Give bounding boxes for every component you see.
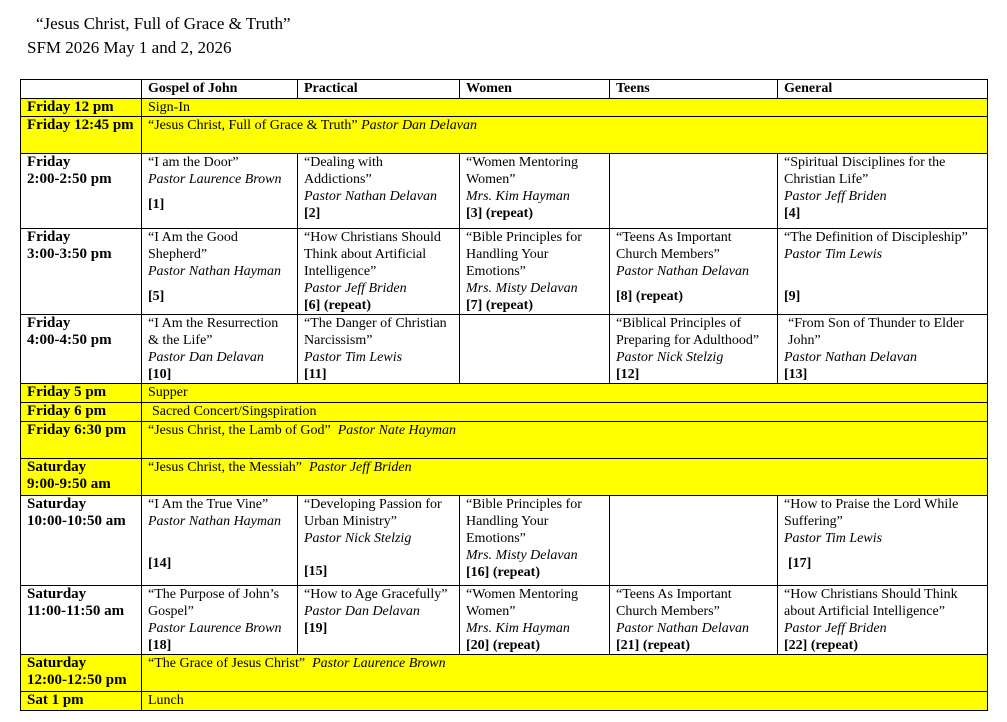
session-title: “I am the Door” (148, 155, 239, 170)
session-title: “Women Mentoring Women” (466, 587, 579, 619)
table-row (21, 422, 988, 459)
session-cell (142, 229, 298, 315)
session-cell (778, 496, 988, 586)
time-cell (21, 459, 142, 496)
session-speaker: Mrs. Misty Delavan (466, 548, 578, 563)
time-cell (21, 229, 142, 315)
session-cell (610, 586, 778, 655)
empty-cell (460, 315, 610, 384)
plenary-cell (142, 459, 988, 496)
session-title: “From Son of Thunder to Elder John” (788, 316, 964, 348)
session-number: [18] (148, 638, 172, 653)
session-title: Lunch (148, 693, 184, 708)
table-row (21, 99, 988, 117)
schedule-table (20, 79, 988, 711)
session-title: “Women Mentoring Women” (466, 155, 579, 187)
session-cell (142, 315, 298, 384)
time-range: 2:00-2:50 pm (27, 171, 112, 187)
session-title: “Biblical Principles of Preparing for Adulthood” (616, 316, 760, 348)
column-header-general: General (778, 80, 988, 99)
session-title: “Jesus Christ, the Lamb of God” (148, 423, 331, 438)
table-row (21, 459, 988, 496)
session-speaker: Pastor Nathan Delavan (616, 264, 749, 279)
time-cell (21, 154, 142, 229)
session-number: [20] (repeat) (466, 638, 540, 653)
plenary-cell (142, 99, 988, 117)
session-speaker: Pastor Jeff Briden (304, 281, 407, 296)
time-day: Saturday (27, 586, 87, 602)
session-title: “Developing Passion for Urban Ministry” (304, 497, 442, 529)
session-cell (142, 496, 298, 586)
session-number: [16] (repeat) (466, 565, 540, 580)
session-cell (460, 154, 610, 229)
time-cell (21, 496, 142, 586)
session-speaker: Pastor Tim Lewis (304, 350, 403, 365)
session-title: “I Am the Good Shepherd” (148, 230, 238, 262)
session-number: [21] (repeat) (616, 638, 690, 653)
session-title: “The Purpose of John’s Gospel” (148, 587, 280, 619)
time-range: 10:00-10:50 am (27, 513, 126, 529)
session-title: “The Definition of Discipleship” (784, 230, 968, 245)
time-column-header (21, 80, 142, 99)
time-day: Saturday (27, 655, 87, 671)
table-row (21, 655, 988, 692)
session-title: “Teens As Important Church Members” (616, 587, 732, 619)
session-number: [10] (148, 367, 172, 382)
plenary-cell (142, 692, 988, 711)
session-cell (298, 315, 460, 384)
session-speaker: Pastor Nathan Hayman (148, 264, 281, 279)
session-title: Supper (148, 385, 188, 400)
session-title: “The Grace of Jesus Christ” (148, 656, 306, 671)
session-cell (778, 229, 988, 315)
session-number: [14] (148, 556, 172, 571)
time-day: Saturday (27, 459, 87, 475)
time-range: 4:00-4:50 pm (27, 332, 112, 348)
session-speaker: Pastor Jeff Briden (784, 621, 887, 636)
session-speaker: Pastor Dan Delavan (361, 118, 477, 133)
session-number: [6] (repeat) (304, 298, 371, 313)
time-range: 12:00-12:50 pm (27, 672, 127, 688)
session-title: “Spiritual Disciplines for the Christian Life” (784, 155, 946, 187)
time-cell: Sat 1 pm (21, 692, 142, 711)
time-cell (21, 655, 142, 692)
session-speaker: Mrs. Kim Hayman (466, 621, 570, 636)
session-speaker: Pastor Nathan Delavan (616, 621, 749, 636)
column-header-women: Women (460, 80, 610, 99)
time-range: 11:00-11:50 am (27, 603, 125, 619)
session-speaker: Pastor Laurence Brown (312, 656, 446, 671)
plenary-cell (142, 655, 988, 692)
session-number: [1] (148, 197, 165, 212)
session-speaker: Mrs. Kim Hayman (466, 189, 570, 204)
time-range: 9:00-9:50 am (27, 476, 111, 492)
session-cell (460, 586, 610, 655)
session-title: Sign-In (148, 100, 190, 115)
session-title: “The Danger of Christian Narcissism” (304, 316, 447, 348)
session-title: “How Christians Should Think about Artificial Intelligence” (784, 587, 958, 619)
empty-cell (610, 496, 778, 586)
session-speaker: Pastor Tim Lewis (784, 247, 883, 262)
plenary-cell (142, 384, 988, 403)
empty-cell (610, 154, 778, 229)
session-speaker: Pastor Nathan Hayman (148, 514, 281, 529)
time-range: 3:00-3:50 pm (27, 246, 112, 262)
table-row (21, 315, 988, 384)
session-cell (460, 496, 610, 586)
session-cell (298, 229, 460, 315)
session-speaker: Pastor Jeff Briden (784, 189, 887, 204)
session-cell (778, 315, 988, 384)
session-speaker: Pastor Nathan Delavan (304, 189, 437, 204)
time-day: Friday (27, 154, 71, 170)
plenary-cell (142, 403, 988, 422)
session-title: “Dealing with Addictions” (304, 155, 383, 187)
document-title: “Jesus Christ, Full of Grace & Truth” (36, 14, 291, 33)
session-speaker: Pastor Nate Hayman (337, 423, 456, 438)
time-day: Friday (27, 229, 71, 245)
table-row (21, 154, 988, 229)
table-row (21, 229, 988, 315)
table-row (21, 586, 988, 655)
session-number: [8] (repeat) (616, 289, 683, 304)
session-title: “Bible Principles for Handling Your Emotions” (466, 230, 582, 279)
plenary-cell (142, 422, 988, 459)
session-speaker: Pastor Dan Delavan (304, 604, 420, 619)
session-number: [17] (788, 556, 812, 571)
session-cell (142, 154, 298, 229)
table-row (21, 692, 988, 711)
session-number: [5] (148, 289, 165, 304)
session-title: “Bible Principles for Handling Your Emotions” (466, 497, 582, 546)
session-speaker: Pastor Tim Lewis (784, 531, 883, 546)
session-speaker: Pastor Laurence Brown (148, 621, 282, 636)
session-title: “How to Praise the Lord While Suffering” (784, 497, 959, 529)
column-header-gospel: Gospel of John (142, 80, 298, 99)
session-number: [2] (304, 206, 321, 221)
session-cell (610, 315, 778, 384)
session-number: [12] (616, 367, 640, 382)
time-cell: Friday 5 pm (21, 384, 142, 403)
session-cell (298, 496, 460, 586)
session-title: Sacred Concert/Singspiration (152, 404, 317, 419)
session-number: [15] (304, 564, 328, 579)
session-title: “I Am the Resurrection & the Life” (148, 316, 279, 348)
session-cell (610, 229, 778, 315)
session-number: [13] (784, 367, 808, 382)
time-day: Saturday (27, 496, 87, 512)
header-row (21, 80, 988, 99)
session-number: [22] (repeat) (784, 638, 858, 653)
session-cell (460, 229, 610, 315)
time-cell: Friday 12 pm (21, 99, 142, 117)
session-speaker: Pastor Nathan Delavan (784, 350, 917, 365)
session-number: [11] (304, 367, 327, 382)
document-subtitle: SFM 2026 May 1 and 2, 2026 (27, 38, 232, 57)
session-number: [9] (784, 289, 801, 304)
time-cell: Friday 6:30 pm (21, 422, 142, 459)
session-cell (778, 586, 988, 655)
session-title: “Jesus Christ, Full of Grace & Truth” (148, 118, 358, 133)
table-row (21, 384, 988, 403)
table-row (21, 117, 988, 154)
session-speaker: Mrs. Misty Delavan (466, 281, 578, 296)
table-row (21, 496, 988, 586)
table-row (21, 403, 988, 422)
session-speaker: Pastor Jeff Briden (308, 460, 412, 475)
time-cell: Friday 12:45 pm (21, 117, 142, 154)
session-cell (298, 586, 460, 655)
session-number: [4] (784, 206, 801, 221)
session-title: “Teens As Important Church Members” (616, 230, 732, 262)
session-speaker: Pastor Laurence Brown (148, 172, 282, 187)
session-title: “Jesus Christ, the Messiah” (148, 460, 302, 475)
session-number: [3] (repeat) (466, 206, 533, 221)
session-number: [7] (repeat) (466, 298, 533, 313)
column-header-practical: Practical (298, 80, 460, 99)
session-title: “How Christians Should Think about Artificial Intelligence” (304, 230, 441, 279)
plenary-cell (142, 117, 988, 154)
session-speaker: Pastor Nick Stelzig (616, 350, 724, 365)
session-title: “I Am the True Vine” (148, 497, 269, 512)
session-cell (142, 586, 298, 655)
time-day: Friday (27, 315, 71, 331)
session-speaker: Pastor Dan Delavan (148, 350, 264, 365)
column-header-teens: Teens (610, 80, 778, 99)
session-speaker: Pastor Nick Stelzig (304, 531, 412, 546)
time-cell (21, 315, 142, 384)
time-cell (21, 586, 142, 655)
session-number: [19] (304, 621, 328, 636)
session-cell (778, 154, 988, 229)
session-title: “How to Age Gracefully” (304, 587, 448, 602)
time-cell: Friday 6 pm (21, 403, 142, 422)
session-cell (298, 154, 460, 229)
